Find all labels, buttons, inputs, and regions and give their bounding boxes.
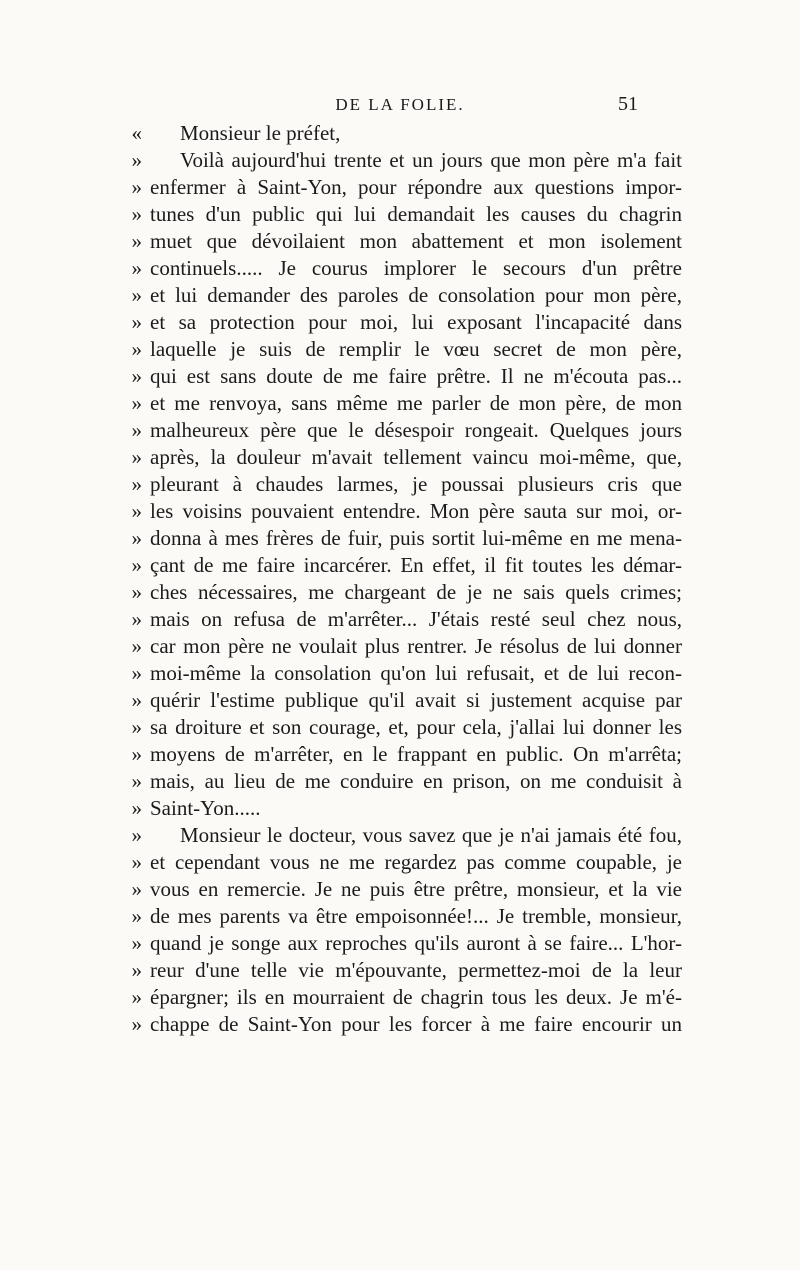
line-text: et sa protection pour moi, lui exposant l'incapacité dans: [150, 310, 682, 334]
quote-mark: »: [131, 823, 142, 847]
text-line: [122, 525, 682, 552]
line-text: çant de me faire incarcérer. En effet, il fit toutes les démar-: [150, 553, 682, 577]
quote-mark: «: [131, 121, 142, 145]
quote-mark: »: [131, 256, 142, 280]
line-text: les voisins pouvaient entendre. Mon père sauta sur moi, or-: [150, 499, 682, 523]
quote-mark: »: [131, 553, 142, 577]
line-text: tunes d'un public qui lui demandait les causes du chagrin: [150, 202, 682, 226]
running-title: DE LA FOLIE.: [335, 95, 465, 114]
line-text: quérir l'estime publique qu'il avait si justement acquise par: [150, 688, 682, 712]
line-text: pleurant à chaudes larmes, je poussai plusieurs cris que: [150, 472, 682, 496]
text-line: [122, 930, 682, 957]
text-line: [122, 255, 682, 282]
text-line: [122, 876, 682, 903]
text-line: [122, 822, 682, 849]
text-line: [122, 282, 682, 309]
line-text: ches nécessaires, me chargeant de je ne sais quels crimes;: [150, 580, 682, 604]
text-line: [122, 120, 682, 147]
quote-mark: »: [131, 445, 142, 469]
text-line: [122, 147, 682, 174]
quote-mark: »: [131, 310, 142, 334]
quote-mark: »: [131, 391, 142, 415]
text-line: [122, 633, 682, 660]
quote-mark: »: [131, 283, 142, 307]
line-text: continuels..... Je courus implorer le secours d'un prêtre: [150, 256, 682, 280]
text-line: [122, 660, 682, 687]
quote-mark: »: [131, 796, 142, 820]
quote-mark: »: [131, 742, 142, 766]
line-text: malheureux père que le désespoir rongeait. Quelques jours: [150, 418, 682, 442]
text-line: [122, 390, 682, 417]
text-line: [122, 579, 682, 606]
line-text: reur d'une telle vie m'épouvante, permettez-moi de la leur: [150, 958, 682, 982]
line-text: moi-même la consolation qu'on lui refusait, et de lui recon-: [150, 661, 682, 685]
text-line: [122, 417, 682, 444]
quote-mark: »: [131, 337, 142, 361]
quote-mark: »: [131, 202, 142, 226]
quote-mark: »: [131, 877, 142, 901]
text-line: [122, 228, 682, 255]
quote-mark: »: [131, 580, 142, 604]
quote-mark: »: [131, 418, 142, 442]
line-text: laquelle je suis de remplir le vœu secret de mon père,: [150, 337, 682, 361]
quote-mark: »: [131, 661, 142, 685]
quote-mark: »: [131, 931, 142, 955]
text-line: [122, 1011, 682, 1038]
text-line: [122, 984, 682, 1011]
quote-mark: »: [131, 229, 142, 253]
quote-mark: »: [131, 958, 142, 982]
text-line: [122, 309, 682, 336]
line-text: sa droiture et son courage, et, pour cela, j'allai lui donner les: [150, 715, 682, 739]
line-text: Voilà aujourd'hui trente et un jours que mon père m'a fait: [180, 148, 682, 172]
text-line: [122, 498, 682, 525]
line-text: Monsieur le docteur, vous savez que je n'ai jamais été fou,: [180, 823, 682, 847]
quote-mark: »: [131, 1012, 142, 1036]
text-line: [122, 363, 682, 390]
line-text: et cependant vous ne me regardez pas comme coupable, je: [150, 850, 682, 874]
quote-mark: »: [131, 607, 142, 631]
line-text: vous en remercie. Je ne puis être prêtre, monsieur, et la vie: [150, 877, 682, 901]
quote-mark: »: [131, 850, 142, 874]
text-line: [122, 903, 682, 930]
quote-mark: »: [131, 634, 142, 658]
line-text: après, la douleur m'avait tellement vaincu moi-même, que,: [150, 445, 682, 469]
line-text: enfermer à Saint-Yon, pour répondre aux questions impor-: [150, 175, 682, 199]
text-line: [122, 552, 682, 579]
line-text: et me renvoya, sans même me parler de mon père, de mon: [150, 391, 682, 415]
text-line: [122, 174, 682, 201]
line-text: mais on refusa de m'arrêter... J'étais resté seul chez nous,: [150, 607, 682, 631]
line-text: qui est sans doute de me faire prêtre. Il ne m'écouta pas...: [150, 364, 682, 388]
quote-mark: »: [131, 688, 142, 712]
line-text: muet que dévoilaient mon abattement et mon isolement: [150, 229, 682, 253]
line-text: et lui demander des paroles de consolation pour mon père,: [150, 283, 682, 307]
body-text: [122, 120, 682, 1038]
line-text: moyens de m'arrêter, en le frappant en public. On m'arrêta;: [150, 742, 682, 766]
line-text: chappe de Saint-Yon pour les forcer à me faire encourir un: [150, 1012, 682, 1036]
quote-mark: »: [131, 472, 142, 496]
page-number: 51: [618, 93, 638, 115]
text-line: [122, 795, 682, 822]
text-line: [122, 849, 682, 876]
quote-mark: »: [131, 364, 142, 388]
text-line: [122, 741, 682, 768]
text-line: [122, 444, 682, 471]
quote-mark: »: [131, 769, 142, 793]
quote-mark: »: [131, 526, 142, 550]
quote-mark: »: [131, 904, 142, 928]
line-text: car mon père ne voulait plus rentrer. Je résolus de lui donner: [150, 634, 682, 658]
line-text: épargner; ils en mourraient de chagrin tous les deux. Je m'é-: [150, 985, 682, 1009]
text-line: [122, 714, 682, 741]
text-line: [122, 471, 682, 498]
quote-mark: »: [131, 715, 142, 739]
text-line: [122, 336, 682, 363]
text-line: [122, 687, 682, 714]
text-line: [122, 768, 682, 795]
line-text: de mes parents va être empoisonnée!... Je tremble, monsieur,: [150, 904, 682, 928]
line-text: Monsieur le préfet,: [180, 121, 341, 145]
line-text: mais, au lieu de me conduire en prison, on me conduisit à: [150, 769, 682, 793]
quote-mark: »: [131, 148, 142, 172]
text-line: [122, 606, 682, 633]
quote-mark: »: [131, 175, 142, 199]
quote-mark: »: [131, 499, 142, 523]
line-text: Saint-Yon.....: [150, 796, 261, 820]
line-text: donna à mes frères de fuir, puis sortit lui-même en me mena-: [150, 526, 682, 550]
quote-mark: »: [131, 985, 142, 1009]
line-text: quand je songe aux reproches qu'ils auront à se faire... L'hor-: [150, 931, 682, 955]
text-line: [122, 201, 682, 228]
text-line: [122, 957, 682, 984]
